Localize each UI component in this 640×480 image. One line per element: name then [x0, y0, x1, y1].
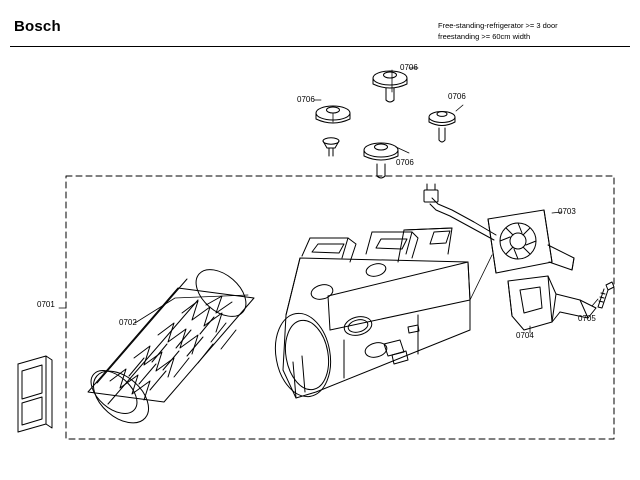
- side-bracket: [18, 356, 52, 432]
- evaporator-housing: [269, 228, 470, 401]
- callout-0706-bottom: 0706: [396, 158, 414, 167]
- callout-0706-left: 0706: [297, 95, 315, 104]
- header-note-line-1: Free-standing-refrigerator >= 3 door: [438, 21, 558, 30]
- evaporator-coil: [83, 260, 255, 433]
- callout-0703: 0703: [558, 207, 576, 216]
- header-note-line-2: freestanding >= 60cm width: [438, 32, 531, 41]
- grommet-bottom: [364, 143, 398, 178]
- callout-0706-top: 0706: [400, 63, 418, 72]
- grommet-top: [373, 71, 407, 102]
- grommet-right: [429, 112, 455, 143]
- callout-0705: 0705: [578, 314, 596, 323]
- callout-0704: 0704: [516, 331, 534, 340]
- brand-logo: Bosch: [14, 18, 61, 35]
- callout-0706-right: 0706: [448, 92, 466, 101]
- screw-right: [598, 282, 614, 308]
- screw-left: [323, 138, 339, 156]
- callout-0701: 0701: [37, 300, 55, 309]
- callout-0702: 0702: [119, 318, 137, 327]
